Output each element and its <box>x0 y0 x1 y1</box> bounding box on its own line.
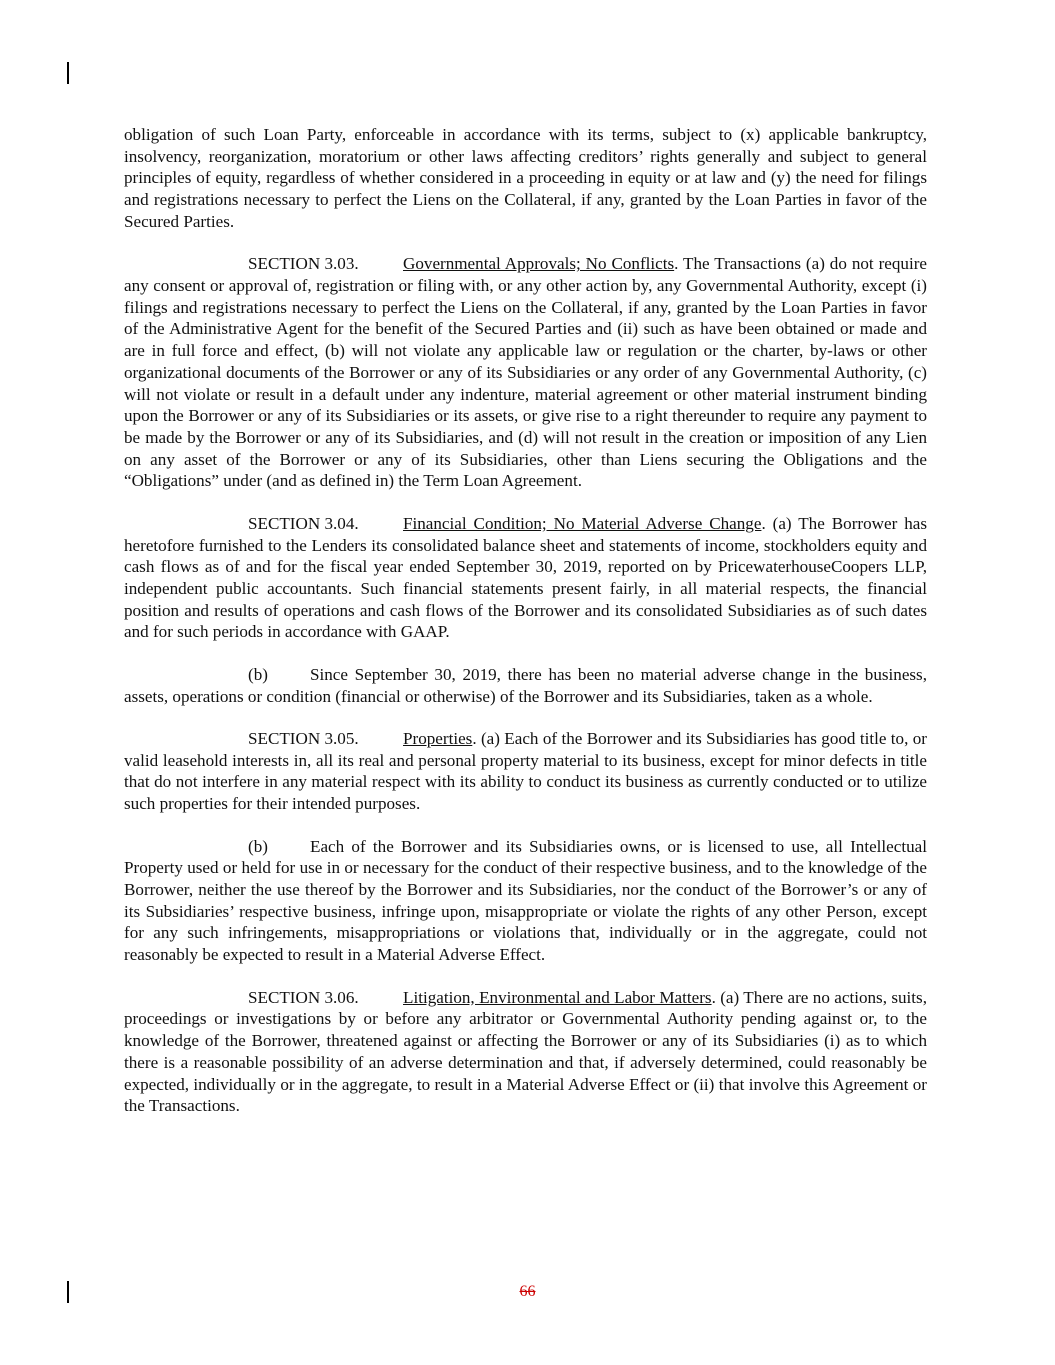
section-heading: Financial Condition; No Material Adverse Change <box>403 513 762 533</box>
section-3-03 <box>124 253 927 492</box>
item-text: Since September 30, 2019, there has been no material adverse change in the business, assets, operations or condition (financial or otherwise) of the Borrower and its Subsidiaries, taken as a whole. <box>124 664 927 706</box>
section-heading: Litigation, Environmental and Labor Matters <box>403 987 712 1007</box>
paragraph-text: obligation of such Loan Party, enforceable in accordance with its terms, subject to (x) applicable bankruptcy, insolvency, reorganization, moratorium or other laws affecting creditors’ rights generally and subject to general principles of equity, regardless of whether considered in a proceeding in equity or at law and (y) the need for filings and registrations necessary to perfect the Liens on the Collateral, if any, granted by the Loan Parties in favor of the Secured Parties. <box>124 125 927 231</box>
section-text: . (a) Each of the Borrower and its Subsidiaries has good title to, or valid leasehold interests in, all its real and personal property material to its business, except for minor defects in title that do not interfere in any material respect with its ability to conduct its business as currently conducted or to utilize such properties for their intended purposes. <box>124 729 927 814</box>
section-3-04 <box>124 513 927 643</box>
section-3-05-b <box>124 836 927 966</box>
section-number: SECTION 3.03. <box>248 254 359 274</box>
section-text: . (a) There are no actions, suits, proceedings or investigations by or before any arbitrator or Governmental Authority pending against or, to the knowledge of the Borrower, threatened against or affecting the Borrower or any of its Subsidiaries (i) as to which there is a reasonable possibility of an adverse determination and that, if adversely determined, could reasonably be expected, individually or in the aggregate, to result in a Material Adverse Effect or (ii) that involve this Agreement or the Transactions. <box>124 987 927 1116</box>
item-number: (b) <box>248 664 268 684</box>
section-3-04-b <box>124 664 927 707</box>
section-3-06 <box>124 987 927 1117</box>
section-3-05 <box>124 728 927 815</box>
section-number: SECTION 3.06. <box>248 987 359 1007</box>
section-heading: Governmental Approvals; No Conflicts <box>403 254 675 274</box>
paragraph-enforceability-continued <box>124 124 927 233</box>
section-text: . The Transactions (a) do not require any consent or approval of, registration or filing with, or any other action by, any Governmental Authority, except (i) filings and registrations necessary to perfect the Liens on the Collateral, if any, granted by the Loan Parties in favor of the Administrative Agent for the benefit of the Secured Parties and (ii) such as have been obtained or made and are in full force and effect, (b) will not violate any applicable law or regulation or the charter, by-laws or other organizational documents of the Borrower or any of its Subsidiaries or any order of any Governmental Authority, (c) will not violate or result in a default under any indenture, material agreement or other material instrument binding upon the Borrower or any of its Subsidiaries or its assets, or give rise to a right thereunder to require any payment to be made by the Borrower or any of its Subsidiaries, and (d) will not result in the creation or imposition of any Lien on any asset of the Borrower or any of its Subsidiaries, other than Liens securing the Obligations and the “Obligations” under (and as defined in) the Term Loan Agreement. <box>124 254 928 491</box>
revision-change-bar-top <box>67 62 69 84</box>
document-body <box>124 124 927 1138</box>
section-number: SECTION 3.05. <box>248 729 359 749</box>
section-heading: Properties <box>403 729 473 749</box>
section-number: SECTION 3.04. <box>248 513 359 533</box>
item-text: Each of the Borrower and its Subsidiaries owns, or is licensed to use, all Intellectual Property used or held for use in or necessary for the conduct of their respective business, and to the knowledge of the Borrower, neither the use thereof by the Borrower and its Subsidiaries, nor the conduct of the Borrower’s or any of its Subsidiaries’ respective business, infringe upon, misappropriate or violate the rights of any other Person, except for any such infringements, misappropriations or violations that, individually or in the aggregate, could not reasonably be expected to result in a Material Adverse Effect. <box>124 836 927 965</box>
item-number: (b) <box>248 836 268 856</box>
page-number: 66 <box>519 1283 536 1300</box>
section-text: . (a) The Borrower has heretofore furnished to the Lenders its consolidated balance sheet and statements of income, stockholders equity and cash flows as of and for the fiscal year ended September 30, 2019, reported on by PricewaterhouseCoopers LLP, independent public accountants. Such financial statements present fairly, in all material respects, the financial position and results of operations and cash flows of the Borrower and its consolidated Subsidiaries as of such dates and for such periods in accordance with GAAP. <box>124 513 927 642</box>
